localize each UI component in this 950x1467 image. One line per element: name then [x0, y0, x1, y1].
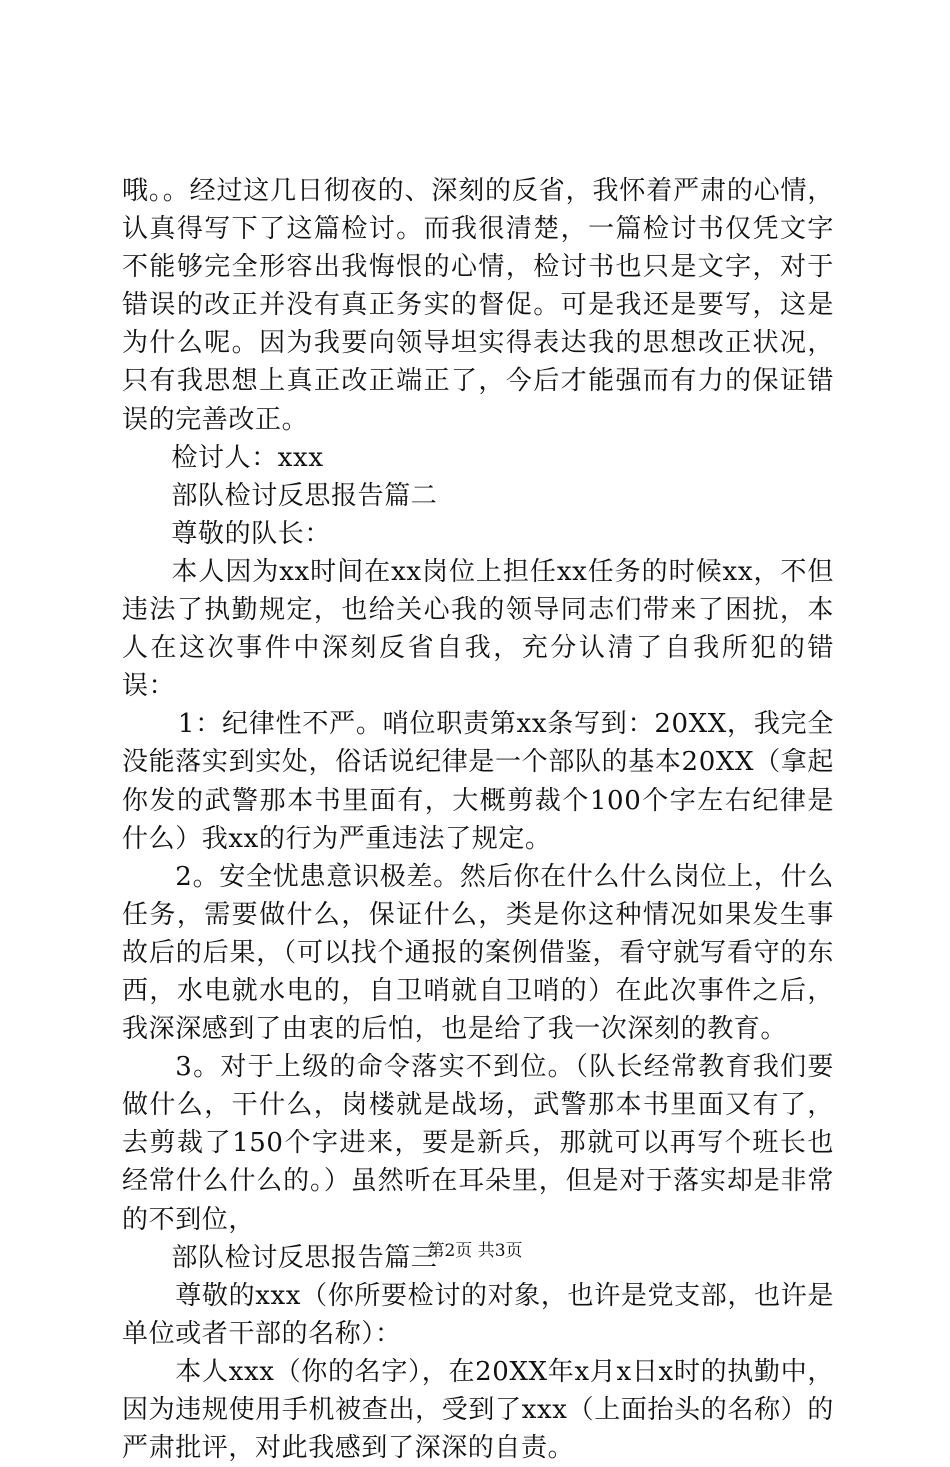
paragraph-incident: 本人因为xx时间在xx岗位上担任xx任务的时候xx，不但违法了执勤规定，也给关心我的领导同志们带来了困扰，本人在这次事件中深刻反省自我，充分认清了自我所犯的错误： — [122, 556, 834, 702]
section-heading-part-two: 部队检讨反思报告篇二 — [171, 480, 438, 511]
page-number-footer: 第2页 共3页 — [427, 1241, 523, 1261]
paragraph-point-3: 3。对于上级的命令落实不到位。（队长经常教育我们要做什么，干什么，岗楼就是战场，武警那本书里面又有了，去剪裁了150个字进来，要是新兵，那就可以再写个班长也经常什么什么的。）虽然听在耳朵里，但是对于落实却是非常的不到位， — [122, 1052, 834, 1235]
paragraph-phone-incident: 本人xxx（你的名字），在20XX年x月x日x时的执勤中，因为违规使用手机被查出，受到了xxx（上面抬头的名称）的严肃批评，对此我感到了深深的自责。 — [122, 1356, 834, 1464]
salutation-xxx: 尊敬的xxx（你所要检讨的对象，也许是党支部，也许是单位或者干部的名称）： — [122, 1280, 834, 1349]
document-body — [122, 172, 834, 1467]
salutation-captain: 尊敬的队长： — [171, 518, 331, 549]
section-heading-part-three: 部队检讨反思报告篇三 — [171, 1242, 438, 1273]
paragraph-signature: 检讨人：xxx — [171, 442, 324, 473]
paragraph-point-1: 1：纪律性不严。哨位职责第xx条写到：20XX，我完全没能落实到实处，俗话说纪律是一个部队的基本20XX（拿起你发的武警那本书里面有，大概剪裁个100个字左右纪律是什么）我xx的行为严重违法了规定。 — [122, 709, 834, 854]
paragraph-point-2: 2。安全忧患意识极差。然后你在什么什么岗位上，什么任务，需要做什么，保证什么，类是你这种情况如果发生事故后的后果，（可以找个通报的案例借鉴，看守就写看守的东西，水电就水电的，自卫哨就自卫哨的）在此次事件之后，我深深感到了由衷的后怕，也是给了我一次深刻的教育。 — [122, 861, 834, 1045]
paragraph-reflection-continued: 哦。。经过这几日彻夜的、深刻的反省，我怀着严肃的心情，认真得写下了这篇检讨。而我很清楚，一篇检讨书仅凭文字不能够完全形容出我悔恨的心情，检讨书也只是文字，对于错误的改正并没有真正务实的督促。可是我还是要写，这是为什么呢。因为我要向领导坦实得表达我的思想改正状况，只有我思想上真正改正端正了，今后才能强而有力的保证错误的完善改正。 — [122, 176, 834, 435]
